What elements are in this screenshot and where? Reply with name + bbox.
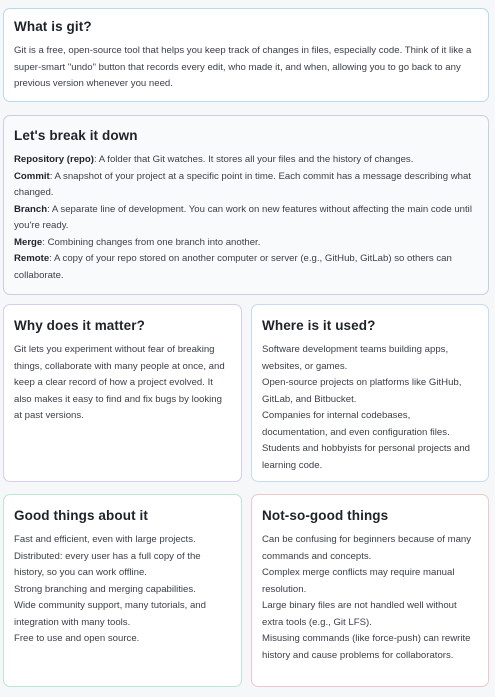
definition-term: Commit (14, 170, 50, 182)
good-things-title: Good things about it (14, 508, 148, 523)
list-item: Free to use and open source. (14, 633, 140, 644)
not-so-good-things-card (251, 494, 489, 687)
what-is-git-title: What is git? (14, 19, 92, 34)
list-item: Companies for internal codebases, documentation, and even configuration files. (262, 410, 450, 438)
definition-term: Remote (14, 253, 50, 264)
definition-text: : A copy of your repo stored on another computer or server (e.g., GitHub, GitLab) so others can collaborate. (14, 253, 452, 281)
definition-text: : A separate line of development. You can work on new features without affecting the main code until you're ready. (14, 203, 472, 231)
list-item: Fast and efficient, even with large projects. (14, 534, 196, 545)
why-it-matters-card (3, 304, 242, 482)
where-used-title: Where is it used? (262, 318, 376, 333)
definition-item (14, 169, 478, 202)
definition-item (14, 235, 478, 252)
not-so-good-things-title: Not-so-good things (262, 508, 389, 523)
definition-text: : A folder that Git watches. It stores all your files and the history of changes. (93, 154, 414, 165)
definition-text: : Combining changes from one branch into another. (42, 236, 261, 248)
list-item: Misusing commands (like force-push) can rewrite history and cause problems for collaborators. (262, 633, 471, 661)
break-it-down-card (3, 115, 489, 295)
what-is-git-card (3, 8, 489, 102)
list-item: Open-source projects on platforms like GitHub, GitLab, and Bitbucket. (262, 377, 462, 405)
list-item: Wide community support, many tutorials, and integration with many tools. (14, 600, 206, 628)
definition-term: Merge (14, 236, 43, 248)
list-item: Students and hobbyists for personal projects and learning code. (262, 443, 470, 471)
definition-item (14, 152, 478, 169)
definition-item (14, 251, 478, 284)
why-it-matters-title: Why does it matter? (14, 318, 145, 333)
why-it-matters-body: Git lets you experiment without fear of breaking things, collaborate with many people at once, and keep a clear record of how a project evolved. It also makes it easy to find and fix bugs by looking at past versions. (14, 344, 225, 421)
list-item: Can be confusing for beginners because of many commands and concepts. (262, 534, 472, 562)
good-things-card (3, 494, 242, 687)
definition-term: Repository (repo) (14, 154, 94, 165)
list-item: Strong branching and merging capabilities. (14, 583, 196, 595)
list-item: Large binary files are not handled well without extra tools (e.g., Git LFS). (262, 600, 457, 628)
list-item: Distributed: every user has a full copy of the history, so you can work offline. (14, 550, 201, 578)
definition-text: : A snapshot of your project at a specific point in time. Each commit has a message describing what changed. (14, 170, 471, 198)
list-item: Complex merge conflicts may require manual resolution. (262, 567, 455, 595)
definition-item (14, 202, 478, 235)
where-used-card (251, 304, 489, 482)
list-item: Software development teams building apps, websites, or games. (262, 344, 449, 372)
what-is-git-body: Git is a free, open-source tool that helps you keep track of changes in files, especially code. Think of it like a super-smart "undo" button that records every edit, who made it, and when, allowing you to go back to any previous version whenever you need. (14, 45, 472, 89)
definition-term: Branch (14, 203, 48, 215)
break-it-down-title: Let's break it down (14, 128, 138, 143)
